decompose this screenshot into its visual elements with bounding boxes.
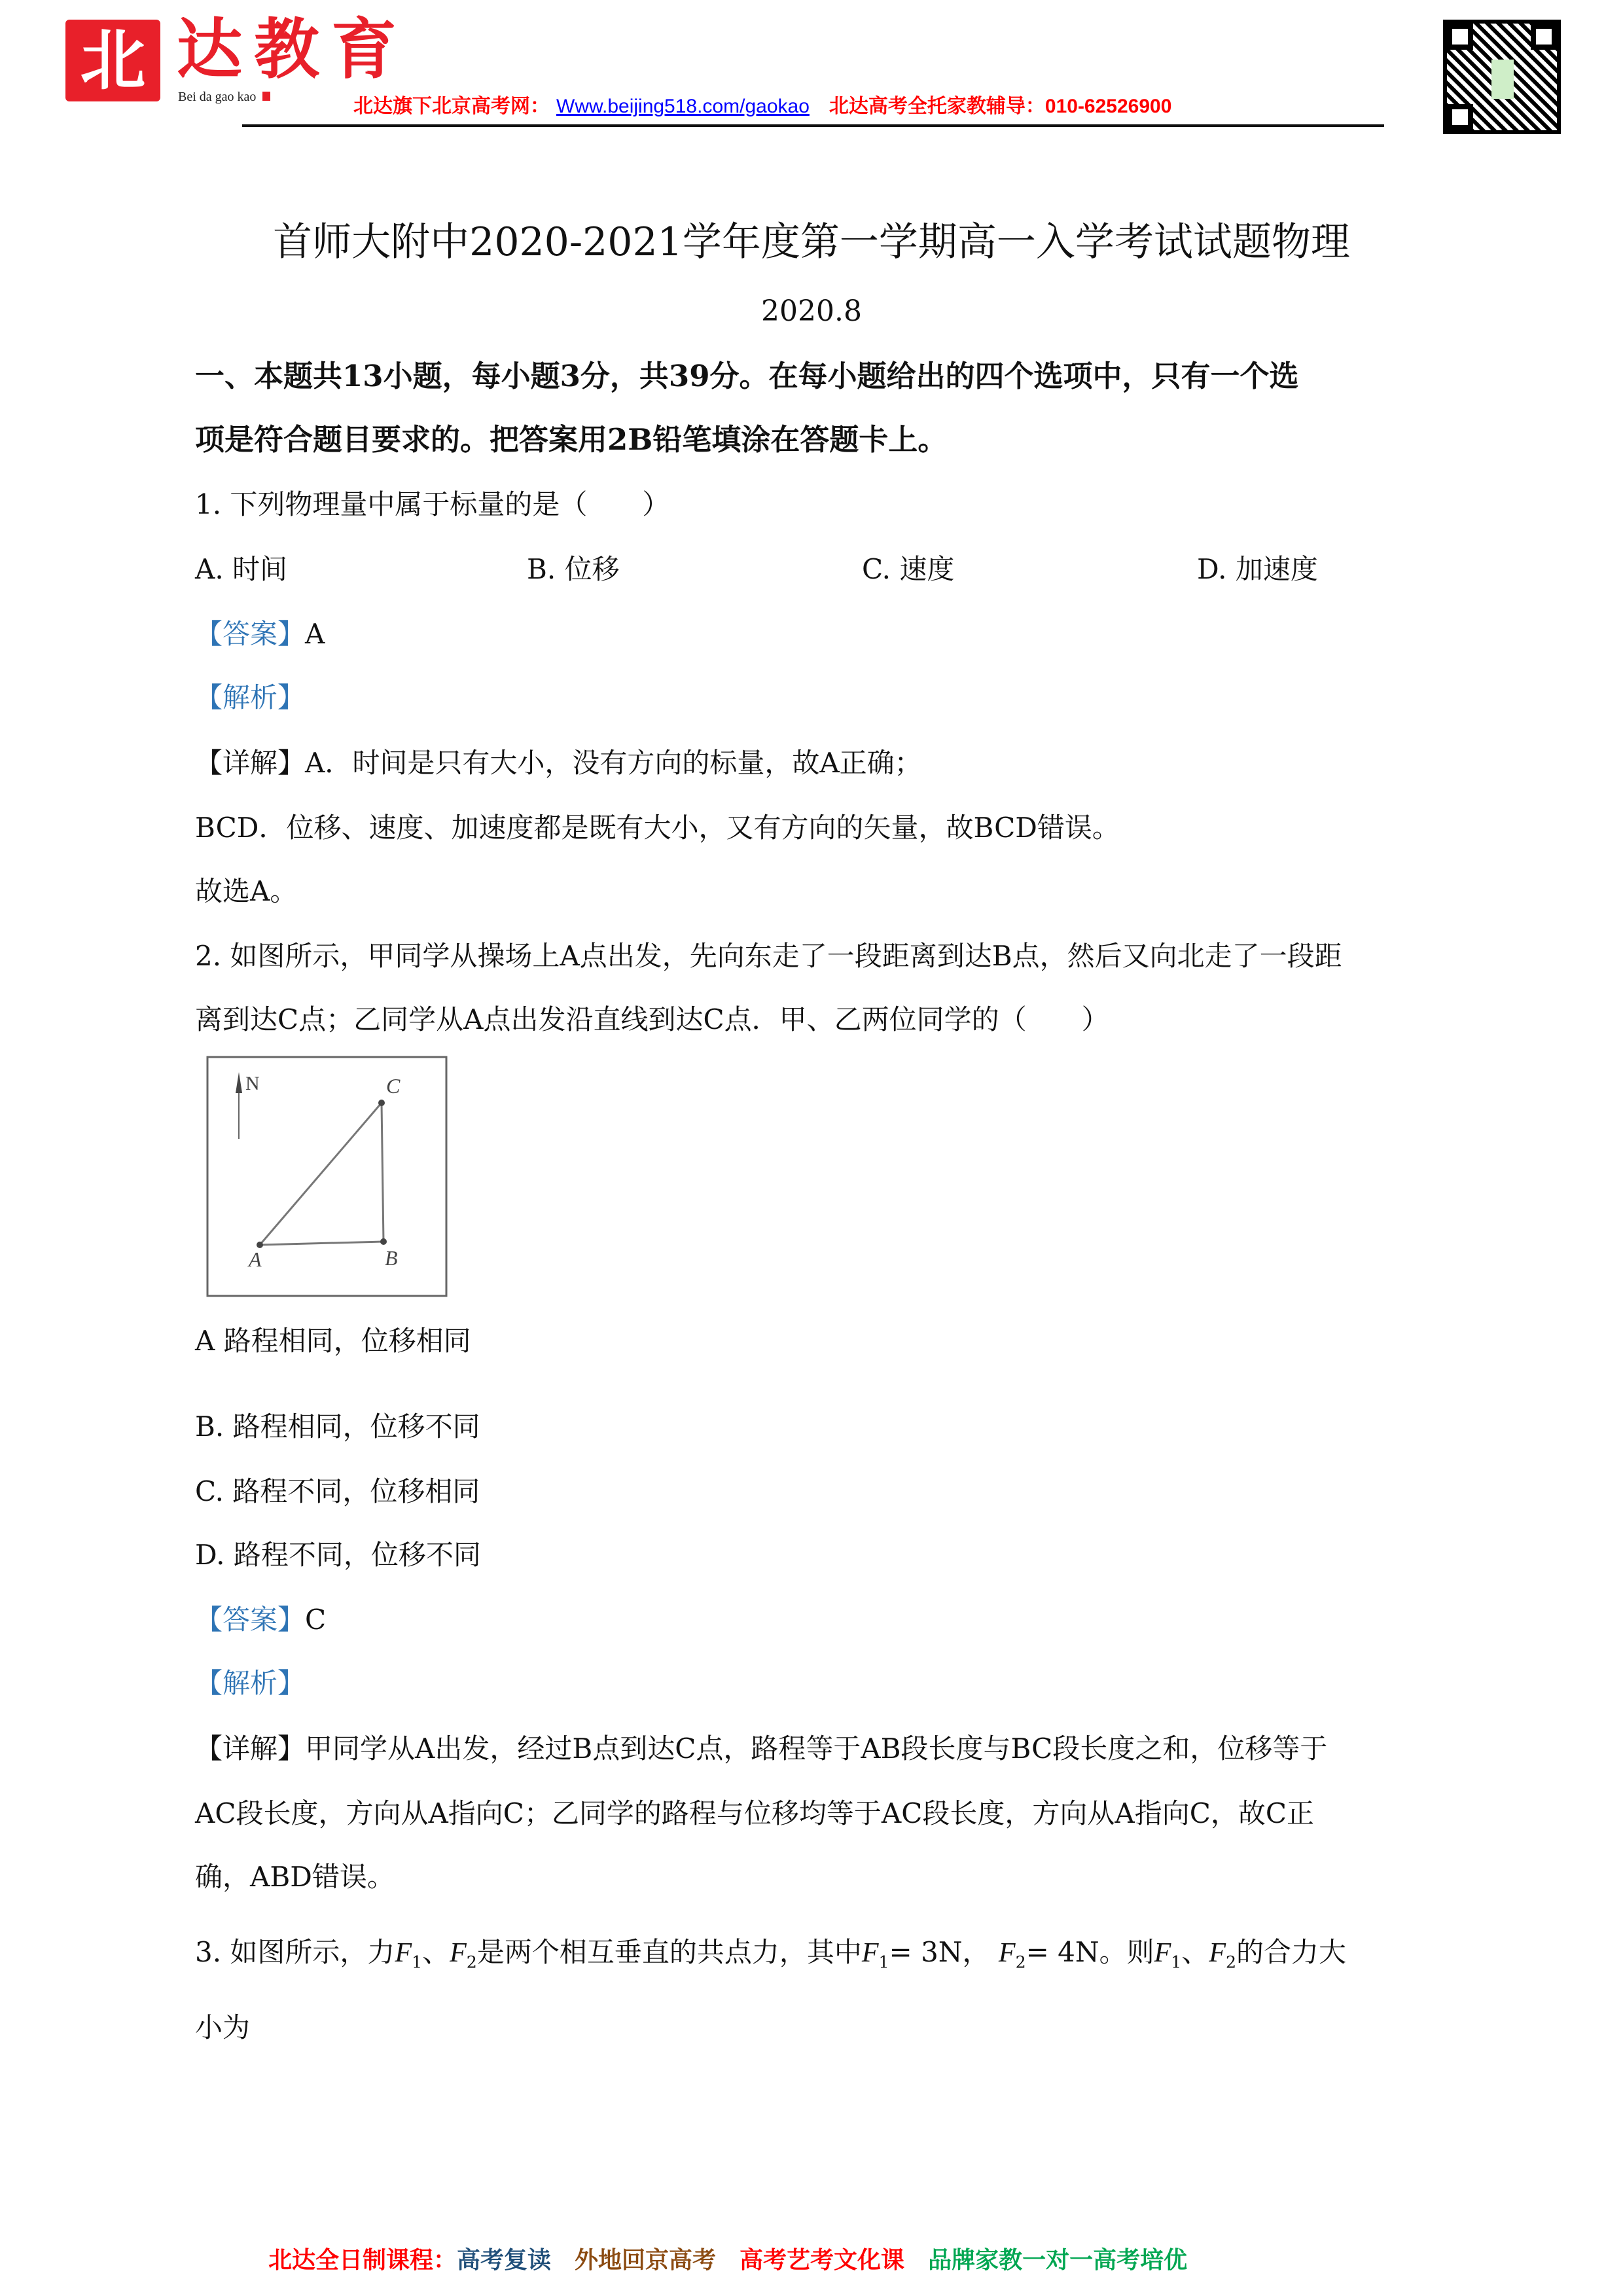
q2-option-c: C. 路程不同，位移相同 (195, 1475, 480, 1507)
q2-option-d: D. 路程不同，位移不同 (195, 1539, 481, 1571)
point-a-label: A (249, 1247, 262, 1271)
route-figure (196, 1047, 458, 1309)
q1-detail-3: 故选A。 (195, 875, 298, 907)
qr-code-icon (1443, 20, 1561, 134)
page-title: 首师大附中2020-2021学年度第一学期高一入学考试试题物理 (273, 219, 1350, 265)
q1-option-a: A. 时间 (195, 553, 288, 585)
q3-stem: 3. 如图所示，力$F_1$、$F_2$是两个相互垂直的共点力，其中$F_1= 3N$， $F_2= 4N$。则$F_1$、$F_2$的合力大 (195, 1936, 1347, 1972)
q2-detail-3: 确，ABD错误。 (195, 1861, 395, 1893)
q2-answer: 【答案】C (195, 1604, 327, 1636)
q1-option-d: D. 加速度 (1197, 553, 1318, 585)
section-heading: 一、本题共13小题，每小题3分，共39分。在每小题给出的四个选项中，只有一个选 (195, 359, 1299, 393)
site-link[interactable]: Www.beijing518.com/gaokao (556, 96, 810, 117)
q1-detail-2: BCD．位移、速度、加速度都是既有大小，又有方向的矢量，故BCD错误。 (195, 812, 1120, 844)
north-label: N (245, 1073, 260, 1094)
q2-stem: 2. 如图所示，甲同学从操场上A点出发，先向东走了一段距离到达B点，然后又向北走了一段距 (195, 940, 1342, 972)
logo-square-icon (262, 92, 270, 101)
q2-analysis: 【解析】 (195, 1667, 306, 1699)
logo-mark: 北 (65, 20, 160, 101)
segment-ac (260, 1103, 382, 1245)
logo-subtitle-text: Bei da gao kao (178, 90, 257, 104)
date: 2020.8 (761, 295, 862, 328)
segment-bc (382, 1103, 383, 1242)
q1-stem: 1. 下列物理量中属于标量的是（ ） (195, 488, 670, 520)
q2-stem-2: 离到达C点；乙同学从A点出发沿直线到达C点．甲、乙两位同学的（ ） (195, 1003, 1109, 1035)
footer-courses: 北达全日制课程：高考复读 外地回京高考 高考艺考文化课 品牌家教一对一高考培优 (268, 2246, 1188, 2273)
section-heading-2: 项是符合题目要求的。把答案用2B铅笔填涂在答题卡上。 (195, 422, 948, 457)
q2-detail-2: AC段长度，方向从A指向C；乙同学的路程与位移均等于AC段长度，方向从A指向C，故C正 (195, 1797, 1315, 1829)
q2-option-a: A 路程相同，位移相同 (195, 1325, 471, 1357)
tutor-label: 北达高考全托家教辅导：010-62526900 (829, 96, 1172, 117)
q1-analysis: 【解析】 (195, 681, 306, 713)
point-b-label: B (385, 1246, 398, 1270)
q3-stem-2: 小为 (195, 2011, 251, 2043)
q1-option-b: B. 位移 (527, 553, 620, 585)
q2-detail: 【详解】甲同学从A出发，经过B点到达C点，路程等于AB段长度与BC段长度之和，位移等于 (195, 1732, 1328, 1765)
header-rule (242, 124, 1384, 127)
segment-ab (260, 1242, 383, 1245)
logo-text: 达教育 (177, 10, 408, 88)
point-c-label: C (386, 1074, 401, 1098)
header-links (353, 95, 1171, 118)
q1-option-c: C. 速度 (862, 553, 955, 585)
q1-detail: 【详解】A．时间是只有大小，没有方向的标量，故A正确； (195, 747, 922, 779)
q2-option-b: B. 路程相同，位移不同 (195, 1410, 480, 1443)
q1-answer: 【答案】A (195, 618, 325, 650)
site-label: 北达旗下北京高考网： (353, 96, 550, 117)
logo-subtitle (178, 89, 270, 105)
